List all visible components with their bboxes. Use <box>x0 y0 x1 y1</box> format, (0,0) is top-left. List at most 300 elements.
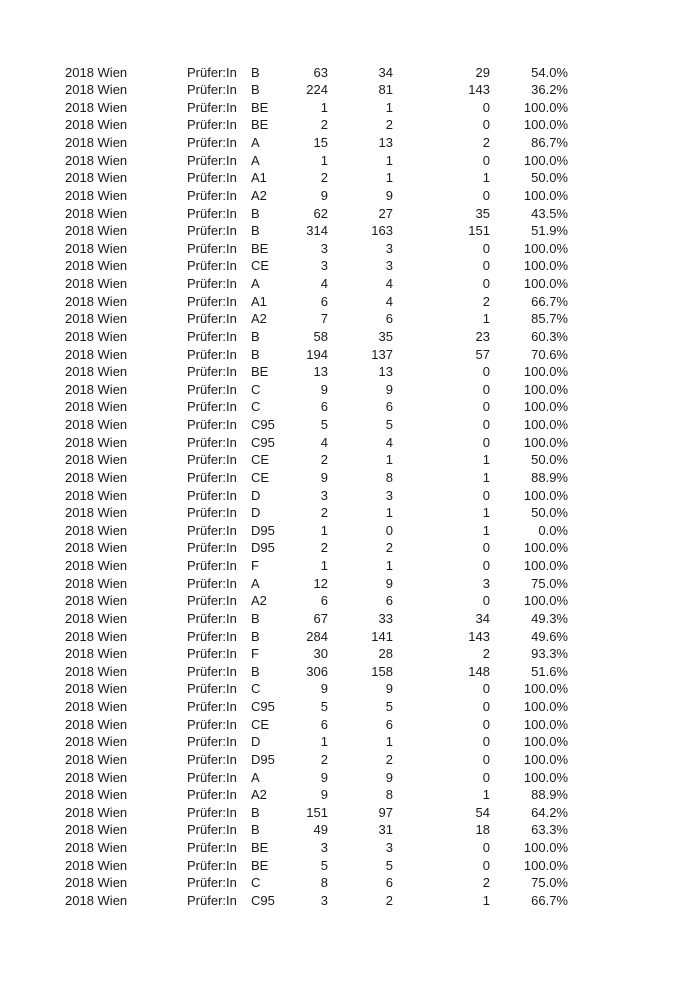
cell-pass-rate: 100.0% <box>523 681 568 697</box>
cell-pass-rate: 100.0% <box>523 716 568 732</box>
cell-total: 9 <box>320 187 328 203</box>
cell-failed: 2 <box>482 646 490 662</box>
cell-total: 224 <box>306 82 328 98</box>
cell-year-city: 2018 Wien <box>65 346 128 362</box>
cell-total: 9 <box>320 469 328 485</box>
cell-pass-rate: 100.0% <box>523 187 568 203</box>
cell-total: 2 <box>320 505 328 521</box>
table-row <box>65 152 568 170</box>
table-row <box>65 610 568 628</box>
cell-role: Prüfer:In <box>187 170 237 186</box>
cell-failed: 151 <box>468 223 490 239</box>
cell-total: 314 <box>306 223 328 239</box>
cell-pass-rate: 100.0% <box>523 417 568 432</box>
cell-failed: 0 <box>482 540 490 556</box>
cell-year-city: 2018 Wien <box>65 117 128 133</box>
cell-year-city: 2018 Wien <box>65 82 128 98</box>
cell-total: 9 <box>320 769 328 785</box>
cell-failed: 0 <box>482 399 490 415</box>
cell-category: A <box>251 769 260 785</box>
cell-role: Prüfer:In <box>187 628 237 644</box>
cell-category: BE <box>251 99 269 115</box>
cell-passed: 1 <box>385 452 393 468</box>
cell-failed: 0 <box>482 734 490 750</box>
cell-passed: 13 <box>378 364 393 380</box>
cell-category: CE <box>251 452 270 468</box>
cell-failed: 143 <box>468 82 490 98</box>
cell-total: 4 <box>320 434 328 450</box>
table-row <box>65 134 568 152</box>
cell-passed: 9 <box>385 381 393 397</box>
cell-pass-rate: 66.7% <box>531 293 568 309</box>
cell-role: Prüfer:In <box>187 434 237 450</box>
cell-failed: 0 <box>482 187 490 203</box>
cell-role: Prüfer:In <box>187 311 237 327</box>
cell-role: Prüfer:In <box>187 152 237 168</box>
cell-pass-rate: 75.0% <box>531 575 568 591</box>
cell-pass-rate: 51.9% <box>531 223 568 239</box>
report-table <box>65 64 568 910</box>
cell-category: B <box>251 804 260 820</box>
cell-total: 7 <box>320 311 328 327</box>
cell-role: Prüfer:In <box>187 64 237 80</box>
cell-pass-rate: 100.0% <box>523 381 568 397</box>
cell-role: Prüfer:In <box>187 399 237 415</box>
cell-role: Prüfer:In <box>187 381 237 397</box>
cell-category: A1 <box>251 293 267 309</box>
cell-category: A <box>251 575 260 591</box>
table-row <box>65 575 568 593</box>
cell-total: 284 <box>306 628 328 644</box>
cell-pass-rate: 100.0% <box>523 240 568 256</box>
cell-role: Prüfer:In <box>187 346 237 362</box>
cell-failed: 54 <box>475 804 490 820</box>
cell-category: B <box>251 328 260 344</box>
table-row <box>65 99 568 117</box>
cell-year-city: 2018 Wien <box>65 734 128 750</box>
cell-year-city: 2018 Wien <box>65 399 128 415</box>
cell-year-city: 2018 Wien <box>65 787 128 803</box>
cell-failed: 0 <box>482 434 490 450</box>
cell-total: 306 <box>306 663 328 679</box>
cell-passed: 6 <box>385 875 393 891</box>
cell-year-city: 2018 Wien <box>65 610 128 626</box>
cell-year-city: 2018 Wien <box>65 699 128 714</box>
table-row <box>65 804 568 822</box>
cell-passed: 1 <box>385 734 393 750</box>
cell-failed: 1 <box>482 787 490 803</box>
table-row <box>65 328 568 346</box>
cell-year-city: 2018 Wien <box>65 276 128 291</box>
cell-failed: 0 <box>482 699 490 714</box>
cell-category: B <box>251 663 260 679</box>
table-row <box>65 592 568 610</box>
cell-category: B <box>251 205 260 221</box>
cell-passed: 9 <box>385 769 393 785</box>
cell-category: B <box>251 64 260 80</box>
table-row <box>65 275 568 293</box>
cell-passed: 27 <box>378 205 393 221</box>
cell-category: C <box>251 681 261 697</box>
cell-category: B <box>251 610 260 626</box>
cell-category: B <box>251 822 260 838</box>
cell-pass-rate: 36.2% <box>531 82 568 98</box>
cell-year-city: 2018 Wien <box>65 187 128 203</box>
cell-pass-rate: 100.0% <box>523 857 568 873</box>
cell-failed: 0 <box>482 857 490 873</box>
cell-pass-rate: 63.3% <box>531 822 568 838</box>
cell-pass-rate: 93.3% <box>531 646 568 662</box>
cell-year-city: 2018 Wien <box>65 381 128 397</box>
cell-total: 3 <box>320 487 328 503</box>
cell-category: D <box>251 505 261 521</box>
cell-total: 2 <box>320 751 328 767</box>
cell-pass-rate: 100.0% <box>523 434 568 450</box>
cell-pass-rate: 88.9% <box>531 469 568 485</box>
cell-total: 6 <box>320 293 328 309</box>
cell-total: 2 <box>320 540 328 556</box>
cell-passed: 2 <box>385 540 393 556</box>
table-row <box>65 698 568 716</box>
cell-year-city: 2018 Wien <box>65 328 128 344</box>
cell-year-city: 2018 Wien <box>65 804 128 820</box>
table-row <box>65 874 568 892</box>
table-row <box>65 310 568 328</box>
cell-category: B <box>251 82 260 98</box>
cell-role: Prüfer:In <box>187 452 237 468</box>
cell-pass-rate: 60.3% <box>531 328 568 344</box>
cell-role: Prüfer:In <box>187 593 237 609</box>
cell-passed: 6 <box>385 593 393 609</box>
table-row <box>65 628 568 646</box>
table-row <box>65 222 568 240</box>
cell-total: 6 <box>320 716 328 732</box>
cell-passed: 3 <box>385 258 393 274</box>
cell-role: Prüfer:In <box>187 734 237 750</box>
cell-failed: 1 <box>482 505 490 521</box>
cell-failed: 0 <box>482 258 490 274</box>
cell-role: Prüfer:In <box>187 699 237 714</box>
cell-passed: 31 <box>378 822 393 838</box>
cell-year-city: 2018 Wien <box>65 135 128 150</box>
cell-total: 1 <box>320 152 328 168</box>
cell-total: 62 <box>313 205 328 221</box>
cell-total: 3 <box>320 840 328 855</box>
cell-role: Prüfer:In <box>187 681 237 697</box>
table-row <box>65 680 568 698</box>
cell-pass-rate: 70.6% <box>531 346 568 362</box>
cell-year-city: 2018 Wien <box>65 681 128 697</box>
cell-failed: 0 <box>482 240 490 256</box>
cell-pass-rate: 85.7% <box>531 311 568 327</box>
table-row <box>65 187 568 205</box>
cell-year-city: 2018 Wien <box>65 170 128 186</box>
cell-category: A2 <box>251 311 267 327</box>
cell-pass-rate: 50.0% <box>531 170 568 186</box>
cell-role: Prüfer:In <box>187 276 237 291</box>
cell-year-city: 2018 Wien <box>65 364 128 380</box>
cell-failed: 57 <box>475 346 490 362</box>
cell-pass-rate: 50.0% <box>531 505 568 521</box>
cell-category: A2 <box>251 593 267 609</box>
cell-total: 12 <box>313 575 328 591</box>
cell-total: 9 <box>320 681 328 697</box>
cell-passed: 3 <box>385 240 393 256</box>
cell-passed: 1 <box>385 152 393 168</box>
cell-role: Prüfer:In <box>187 892 237 908</box>
cell-failed: 23 <box>475 328 490 344</box>
cell-role: Prüfer:In <box>187 258 237 274</box>
cell-passed: 163 <box>371 223 393 239</box>
cell-pass-rate: 100.0% <box>523 99 568 115</box>
cell-year-city: 2018 Wien <box>65 152 128 168</box>
cell-category: A2 <box>251 787 267 803</box>
cell-year-city: 2018 Wien <box>65 434 128 450</box>
cell-role: Prüfer:In <box>187 769 237 785</box>
cell-pass-rate: 100.0% <box>523 540 568 556</box>
cell-year-city: 2018 Wien <box>65 417 128 432</box>
table-row <box>65 487 568 505</box>
cell-category: C95 <box>251 892 275 908</box>
cell-total: 1 <box>320 522 328 538</box>
cell-passed: 1 <box>385 170 393 186</box>
table-row <box>65 663 568 681</box>
cell-pass-rate: 100.0% <box>523 558 568 573</box>
cell-category: BE <box>251 364 269 380</box>
cell-total: 5 <box>320 857 328 873</box>
cell-category: D <box>251 487 261 503</box>
cell-passed: 13 <box>378 135 393 150</box>
table-row <box>65 346 568 364</box>
cell-category: C <box>251 875 261 891</box>
cell-pass-rate: 49.3% <box>531 610 568 626</box>
cell-passed: 8 <box>385 787 393 803</box>
cell-role: Prüfer:In <box>187 469 237 485</box>
table-row <box>65 169 568 187</box>
cell-year-city: 2018 Wien <box>65 452 128 468</box>
table-row <box>65 451 568 469</box>
cell-role: Prüfer:In <box>187 646 237 662</box>
cell-year-city: 2018 Wien <box>65 558 128 573</box>
cell-passed: 97 <box>378 804 393 820</box>
cell-failed: 2 <box>482 135 490 150</box>
cell-pass-rate: 75.0% <box>531 875 568 891</box>
cell-category: BE <box>251 117 269 133</box>
cell-year-city: 2018 Wien <box>65 522 128 538</box>
cell-role: Prüfer:In <box>187 364 237 380</box>
cell-passed: 9 <box>385 187 393 203</box>
cell-category: A <box>251 276 260 291</box>
table-row <box>65 539 568 557</box>
cell-total: 9 <box>320 787 328 803</box>
cell-passed: 6 <box>385 399 393 415</box>
table-row <box>65 64 568 82</box>
cell-passed: 4 <box>385 434 393 450</box>
cell-category: A1 <box>251 170 267 186</box>
cell-total: 15 <box>313 135 328 150</box>
cell-role: Prüfer:In <box>187 558 237 573</box>
cell-role: Prüfer:In <box>187 522 237 538</box>
cell-pass-rate: 66.7% <box>531 892 568 908</box>
cell-total: 3 <box>320 258 328 274</box>
table-row <box>65 716 568 734</box>
table-row <box>65 398 568 416</box>
cell-failed: 0 <box>482 751 490 767</box>
cell-pass-rate: 51.6% <box>531 663 568 679</box>
cell-role: Prüfer:In <box>187 117 237 133</box>
cell-pass-rate: 100.0% <box>523 364 568 380</box>
cell-category: F <box>251 646 259 662</box>
cell-total: 6 <box>320 593 328 609</box>
table-row <box>65 240 568 258</box>
cell-failed: 1 <box>482 892 490 908</box>
table-row <box>65 363 568 381</box>
cell-passed: 5 <box>385 417 393 432</box>
table-row <box>65 557 568 575</box>
cell-year-city: 2018 Wien <box>65 892 128 908</box>
cell-passed: 6 <box>385 311 393 327</box>
table-row <box>65 416 568 434</box>
table-row <box>65 257 568 275</box>
cell-category: BE <box>251 857 269 873</box>
cell-category: BE <box>251 240 269 256</box>
cell-category: CE <box>251 716 270 732</box>
cell-role: Prüfer:In <box>187 787 237 803</box>
cell-pass-rate: 100.0% <box>523 734 568 750</box>
cell-passed: 137 <box>371 346 393 362</box>
cell-role: Prüfer:In <box>187 205 237 221</box>
cell-failed: 1 <box>482 469 490 485</box>
cell-role: Prüfer:In <box>187 82 237 98</box>
cell-category: A2 <box>251 187 267 203</box>
cell-pass-rate: 100.0% <box>523 276 568 291</box>
cell-role: Prüfer:In <box>187 840 237 855</box>
cell-total: 67 <box>313 610 328 626</box>
cell-role: Prüfer:In <box>187 240 237 256</box>
cell-year-city: 2018 Wien <box>65 646 128 662</box>
cell-passed: 5 <box>385 699 393 714</box>
cell-pass-rate: 64.2% <box>531 804 568 820</box>
table-row <box>65 469 568 487</box>
cell-total: 8 <box>320 875 328 891</box>
table-row <box>65 857 568 875</box>
cell-year-city: 2018 Wien <box>65 487 128 503</box>
cell-category: BE <box>251 840 269 855</box>
cell-failed: 1 <box>482 452 490 468</box>
cell-pass-rate: 100.0% <box>523 593 568 609</box>
table-row <box>65 293 568 311</box>
cell-role: Prüfer:In <box>187 804 237 820</box>
cell-passed: 9 <box>385 681 393 697</box>
table-row <box>65 821 568 839</box>
cell-failed: 0 <box>482 276 490 291</box>
cell-passed: 9 <box>385 575 393 591</box>
cell-passed: 81 <box>378 82 393 98</box>
cell-failed: 0 <box>482 487 490 503</box>
cell-failed: 0 <box>482 364 490 380</box>
cell-role: Prüfer:In <box>187 663 237 679</box>
cell-role: Prüfer:In <box>187 875 237 891</box>
cell-pass-rate: 54.0% <box>531 64 568 80</box>
cell-total: 5 <box>320 699 328 714</box>
cell-category: B <box>251 628 260 644</box>
cell-total: 9 <box>320 381 328 397</box>
cell-category: CE <box>251 469 270 485</box>
cell-failed: 34 <box>475 610 490 626</box>
cell-year-city: 2018 Wien <box>65 64 128 80</box>
cell-total: 6 <box>320 399 328 415</box>
table-row <box>65 504 568 522</box>
cell-passed: 1 <box>385 99 393 115</box>
cell-passed: 1 <box>385 505 393 521</box>
table-row <box>65 839 568 857</box>
cell-passed: 35 <box>378 328 393 344</box>
cell-failed: 0 <box>482 381 490 397</box>
cell-failed: 148 <box>468 663 490 679</box>
cell-total: 49 <box>313 822 328 838</box>
cell-passed: 1 <box>385 558 393 573</box>
cell-pass-rate: 86.7% <box>531 135 568 150</box>
cell-role: Prüfer:In <box>187 822 237 838</box>
cell-role: Prüfer:In <box>187 223 237 239</box>
cell-total: 58 <box>313 328 328 344</box>
cell-failed: 0 <box>482 99 490 115</box>
cell-failed: 2 <box>482 293 490 309</box>
cell-year-city: 2018 Wien <box>65 505 128 521</box>
cell-category: D95 <box>251 540 275 556</box>
table-row <box>65 769 568 787</box>
cell-failed: 1 <box>482 170 490 186</box>
cell-category: B <box>251 346 260 362</box>
cell-passed: 3 <box>385 487 393 503</box>
cell-category: C95 <box>251 699 275 714</box>
cell-failed: 18 <box>475 822 490 838</box>
cell-pass-rate: 100.0% <box>523 399 568 415</box>
cell-role: Prüfer:In <box>187 487 237 503</box>
cell-year-city: 2018 Wien <box>65 769 128 785</box>
cell-role: Prüfer:In <box>187 328 237 344</box>
cell-failed: 0 <box>482 417 490 432</box>
cell-failed: 0 <box>482 152 490 168</box>
cell-role: Prüfer:In <box>187 135 237 150</box>
cell-role: Prüfer:In <box>187 575 237 591</box>
cell-failed: 0 <box>482 769 490 785</box>
cell-passed: 141 <box>371 628 393 644</box>
cell-total: 1 <box>320 558 328 573</box>
cell-category: D95 <box>251 522 275 538</box>
cell-passed: 0 <box>385 522 393 538</box>
cell-failed: 0 <box>482 681 490 697</box>
cell-passed: 2 <box>385 751 393 767</box>
cell-passed: 33 <box>378 610 393 626</box>
cell-year-city: 2018 Wien <box>65 99 128 115</box>
cell-passed: 5 <box>385 857 393 873</box>
cell-role: Prüfer:In <box>187 540 237 556</box>
cell-role: Prüfer:In <box>187 99 237 115</box>
cell-pass-rate: 100.0% <box>523 258 568 274</box>
table-row <box>65 645 568 663</box>
cell-passed: 8 <box>385 469 393 485</box>
cell-passed: 4 <box>385 276 393 291</box>
cell-year-city: 2018 Wien <box>65 469 128 485</box>
table-row <box>65 892 568 910</box>
cell-passed: 4 <box>385 293 393 309</box>
cell-failed: 0 <box>482 117 490 133</box>
cell-total: 2 <box>320 452 328 468</box>
cell-pass-rate: 100.0% <box>523 699 568 714</box>
cell-role: Prüfer:In <box>187 610 237 626</box>
cell-failed: 29 <box>475 64 490 80</box>
